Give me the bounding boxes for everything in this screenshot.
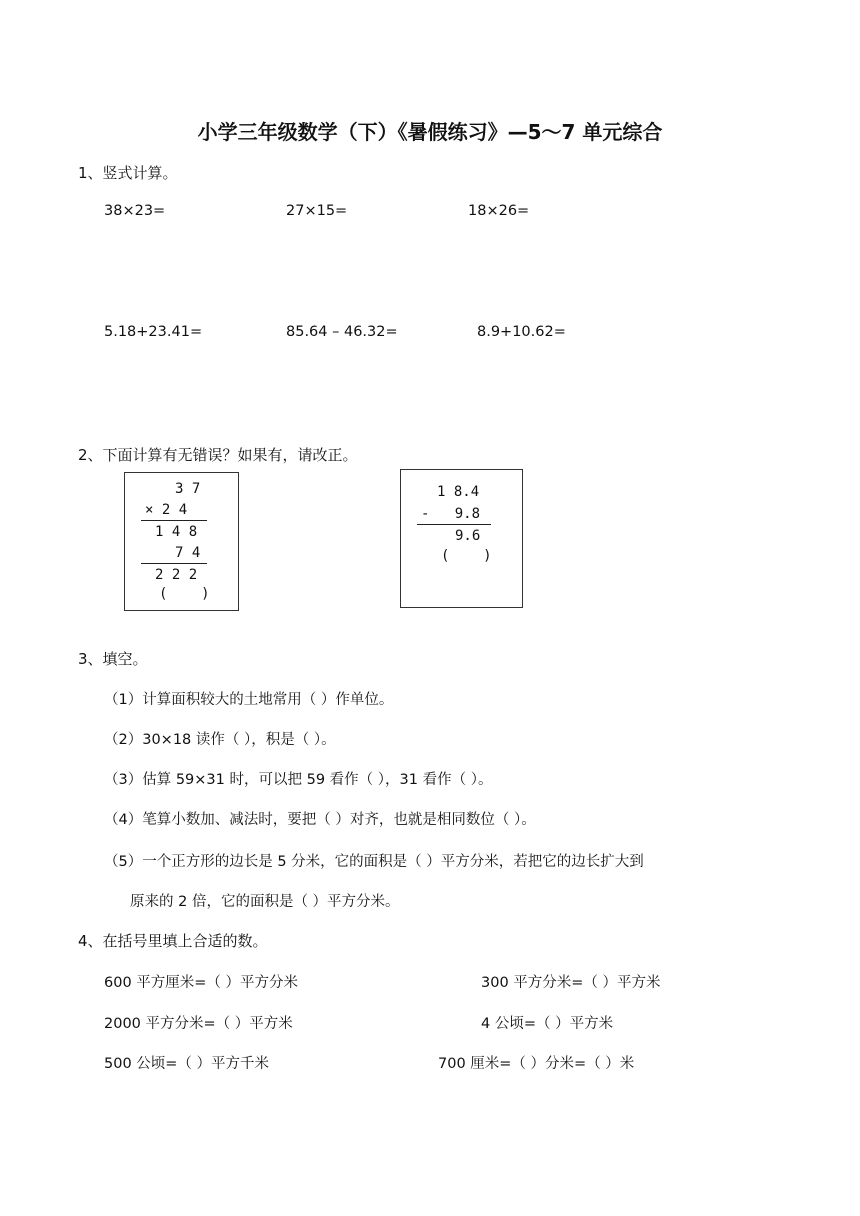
q3-item-3: （3）估算 59×31 时，可以把 59 看作（ ），31 看作（ ）。 — [104, 772, 493, 788]
box2-answer-paren: ( ) — [441, 548, 492, 564]
q3-item-1: （1）计算面积较大的土地常用（ ）作单位。 — [104, 692, 394, 708]
box2-rule — [417, 524, 491, 525]
q3-item-2: （2）30×18 读作（ ），积是（ ）。 — [104, 732, 336, 748]
box1-rule2 — [141, 563, 207, 564]
q4-row2-left: 2000 平方分米=（ ）平方米 — [104, 1016, 293, 1032]
subtraction-check-box — [400, 469, 523, 608]
q1-problem-a: 38×23= — [104, 203, 166, 219]
q4-heading: 4、在括号里填上合适的数。 — [78, 932, 268, 950]
q4-row3-right: 700 厘米=（ ）分米=（ ）米 — [438, 1056, 635, 1072]
q1-problem-e: 85.64 – 46.32= — [286, 324, 398, 340]
q3-heading: 3、填空。 — [78, 650, 148, 668]
box1-line2: × 2 4 — [145, 502, 188, 518]
box1-rule1 — [141, 520, 207, 521]
page-title: 小学三年级数学（下）《暑假练习》—5～7 单元综合 — [197, 120, 663, 144]
q2-heading: 2、下面计算有无错误？如果有，请改正。 — [78, 446, 358, 464]
q4-row1-left: 600 平方厘米=（ ）平方分米 — [104, 975, 299, 991]
q1-heading: 1、竖式计算。 — [78, 164, 178, 182]
q3-item-5-cont: 原来的 2 倍，它的面积是（ ）平方分米。 — [130, 894, 400, 910]
q1-problem-d: 5.18+23.41= — [104, 324, 203, 340]
q1-problem-c: 18×26= — [468, 203, 530, 219]
box1-line5: 2 2 2 — [155, 567, 198, 583]
q4-row2-right: 4 公顷=（ ）平方米 — [481, 1016, 614, 1032]
q1-problem-b: 27×15= — [286, 203, 348, 219]
box1-answer-paren: ( ) — [159, 586, 210, 602]
q4-row1-right: 300 平方分米=（ ）平方米 — [481, 975, 661, 991]
q3-item-5: （5）一个正方形的边长是 5 分米，它的面积是（ ）平方分米，若把它的边长扩大到 — [104, 854, 644, 870]
box2-line3: 9.6 — [455, 528, 481, 544]
box2-line2: - 9.8 — [421, 506, 481, 522]
box1-line3: 1 4 8 — [155, 524, 198, 540]
multiplication-check-box — [124, 472, 239, 611]
box1-line4: 7 4 — [175, 545, 201, 561]
q4-row3-left: 500 公顷=（ ）平方千米 — [104, 1056, 270, 1072]
box1-line1: 3 7 — [175, 481, 201, 497]
box2-line1: 1 8.4 — [437, 484, 480, 500]
q1-problem-f: 8.9+10.62= — [477, 324, 566, 340]
q3-item-4: （4）笔算小数加、减法时，要把（ ）对齐，也就是相同数位（ ）。 — [104, 812, 536, 828]
